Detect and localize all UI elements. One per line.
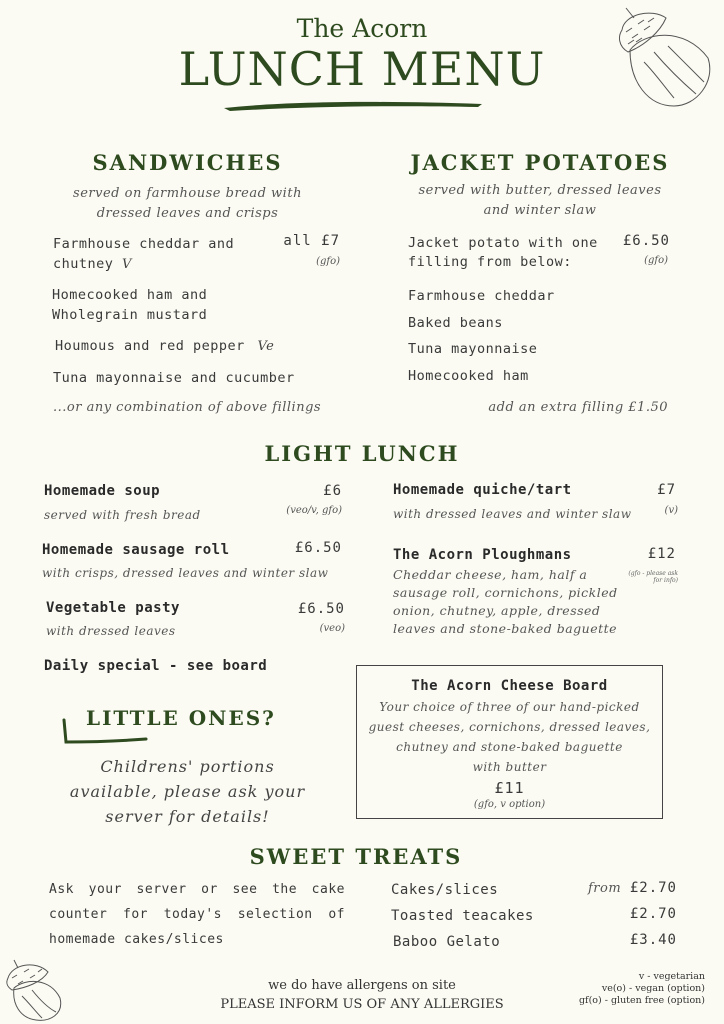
sandwich-item <box>53 254 132 275</box>
sausage-roll-desc: with crisps, dressed leaves and winter slaw <box>42 566 329 580</box>
ploughmans-note-1: (gfo - please ask <box>628 570 678 577</box>
daily-special: Daily special - see board <box>44 658 268 674</box>
jacket-main-1: Jacket potato with one <box>408 235 598 251</box>
diet-key-3: gf(o) - gluten free (option) <box>578 995 705 1006</box>
acorn-illustration <box>604 2 716 110</box>
sandwiches-subtitle-2: dressed leaves and crisps <box>96 206 279 221</box>
sandwich-item: Homecooked ham and <box>52 287 208 303</box>
sandwich-item: Wholegrain mustard <box>52 307 208 323</box>
cheese-board-line: guest cheeses, cornichons, dressed leaves, <box>368 720 651 734</box>
sandwich-item: Tuna mayonnaise and cucumber <box>53 370 295 386</box>
sweet-treats-title: SWEET TREATS <box>249 844 463 869</box>
sweet-desc: homemade cakes/slices <box>49 932 224 947</box>
pasty-name: Vegetable pasty <box>46 600 180 616</box>
ploughmans-desc-2: sausage roll, cornichons, pickled <box>393 585 618 600</box>
jacket-subtitle-2: and winter slaw <box>483 203 597 218</box>
sandwich-item <box>53 234 234 254</box>
sandwiches-title: SANDWICHES <box>92 150 283 175</box>
ploughmans-note-2: for info) <box>653 577 678 584</box>
sweet-item-name: Baboo Gelato <box>393 934 501 950</box>
jacket-subtitle-1: served with butter, dressed leaves <box>418 183 662 198</box>
sweet-item-price: £3.40 <box>629 932 677 948</box>
sausage-roll-price: £6.50 <box>294 540 342 556</box>
quiche-name: Homemade quiche/tart <box>393 482 572 498</box>
jacket-filling: Baked beans <box>408 315 503 331</box>
jacket-filling: Tuna mayonnaise <box>408 341 538 357</box>
sweet-item-name: Toasted teacakes <box>391 908 534 924</box>
ploughmans-name: The Acorn Ploughmans <box>393 547 572 563</box>
cheese-board-note: (gfo, v option) <box>473 799 546 810</box>
cheese-board-title: The Acorn Cheese Board <box>411 678 608 694</box>
sandwich-name: Houmous and red pepper <box>55 338 245 354</box>
sandwich-name: Farmhouse cheddar and <box>53 236 235 252</box>
cheese-board-line: with butter <box>472 760 547 774</box>
ploughmans-desc-4: leaves and stone-baked baguette <box>393 621 618 636</box>
sweet-item-price: £2.70 <box>629 906 677 922</box>
sandwich-price: all £7 <box>283 233 340 249</box>
sweet-desc: counter for today's selection of <box>49 907 345 922</box>
allergen-line-1: we do have allergens on site <box>268 978 456 993</box>
cheese-board-line: Your choice of three of our hand-picked <box>379 700 640 714</box>
soup-note: (veo/v, gfo) <box>286 505 342 516</box>
brush-underline <box>220 96 490 116</box>
sandwich-price-note: (gfo) <box>316 256 340 267</box>
veg-mark: V <box>122 257 132 272</box>
jacket-title: JACKET POTATOES <box>410 150 670 175</box>
sandwich-name: chutney <box>53 256 114 272</box>
sweet-item-name: Cakes/slices <box>391 882 499 898</box>
jacket-filling: Homecooked ham <box>408 368 529 384</box>
little-ones-line: available, please ask your <box>69 782 306 801</box>
quiche-desc: with dressed leaves and winter slaw <box>393 507 632 521</box>
allergen-line-2: PLEASE INFORM US OF ANY ALLERGIES <box>220 997 504 1012</box>
little-ones-line: Childrens' portions <box>100 757 275 776</box>
diet-key-2: ve(o) - vegan (option) <box>601 983 705 994</box>
sandwiches-footer: ...or any combination of above fillings <box>53 400 322 415</box>
venue-name: The Acorn <box>296 14 428 43</box>
pasty-price: £6.50 <box>297 601 345 617</box>
sweet-item-prefix: from <box>588 881 622 896</box>
light-lunch-title: LIGHT LUNCH <box>264 441 460 466</box>
soup-desc: served with fresh bread <box>44 508 201 522</box>
little-ones-line: server for details! <box>105 807 270 826</box>
sandwiches-subtitle-1: served on farmhouse bread with <box>73 186 302 201</box>
sweet-desc: Ask your server or see the cake <box>49 882 345 897</box>
cheese-board-line: chutney and stone-baked baguette <box>396 740 623 754</box>
ploughmans-desc-1: Cheddar cheese, ham, half a <box>393 567 588 582</box>
quiche-price: £7 <box>657 482 676 498</box>
ploughmans-desc-3: onion, chutney, apple, dressed <box>393 603 601 618</box>
pasty-desc: with dressed leaves <box>46 624 176 638</box>
ploughmans-price: £12 <box>647 546 676 562</box>
sweet-item-price: £2.70 <box>629 880 677 896</box>
jacket-footer: add an extra filling £1.50 <box>488 400 668 415</box>
sandwich-item <box>55 336 274 357</box>
jacket-price: £6.50 <box>622 233 670 249</box>
little-ones-title: LITTLE ONES? <box>86 706 276 730</box>
jacket-price-note: (gfo) <box>644 255 668 266</box>
quiche-note: (v) <box>664 505 678 516</box>
pasty-note: (veo) <box>319 623 345 634</box>
vegan-mark: Ve <box>257 339 275 354</box>
sausage-roll-name: Homemade sausage roll <box>42 542 230 558</box>
cheese-board-price: £11 <box>494 779 525 797</box>
diet-key-1: v - vegetarian <box>638 971 705 982</box>
soup-price: £6 <box>323 483 342 499</box>
jacket-filling: Farmhouse cheddar <box>408 288 555 304</box>
page-title: LUNCH MENU <box>178 42 546 96</box>
soup-name: Homemade soup <box>44 483 161 499</box>
jacket-main-2: filling from below: <box>408 254 572 270</box>
